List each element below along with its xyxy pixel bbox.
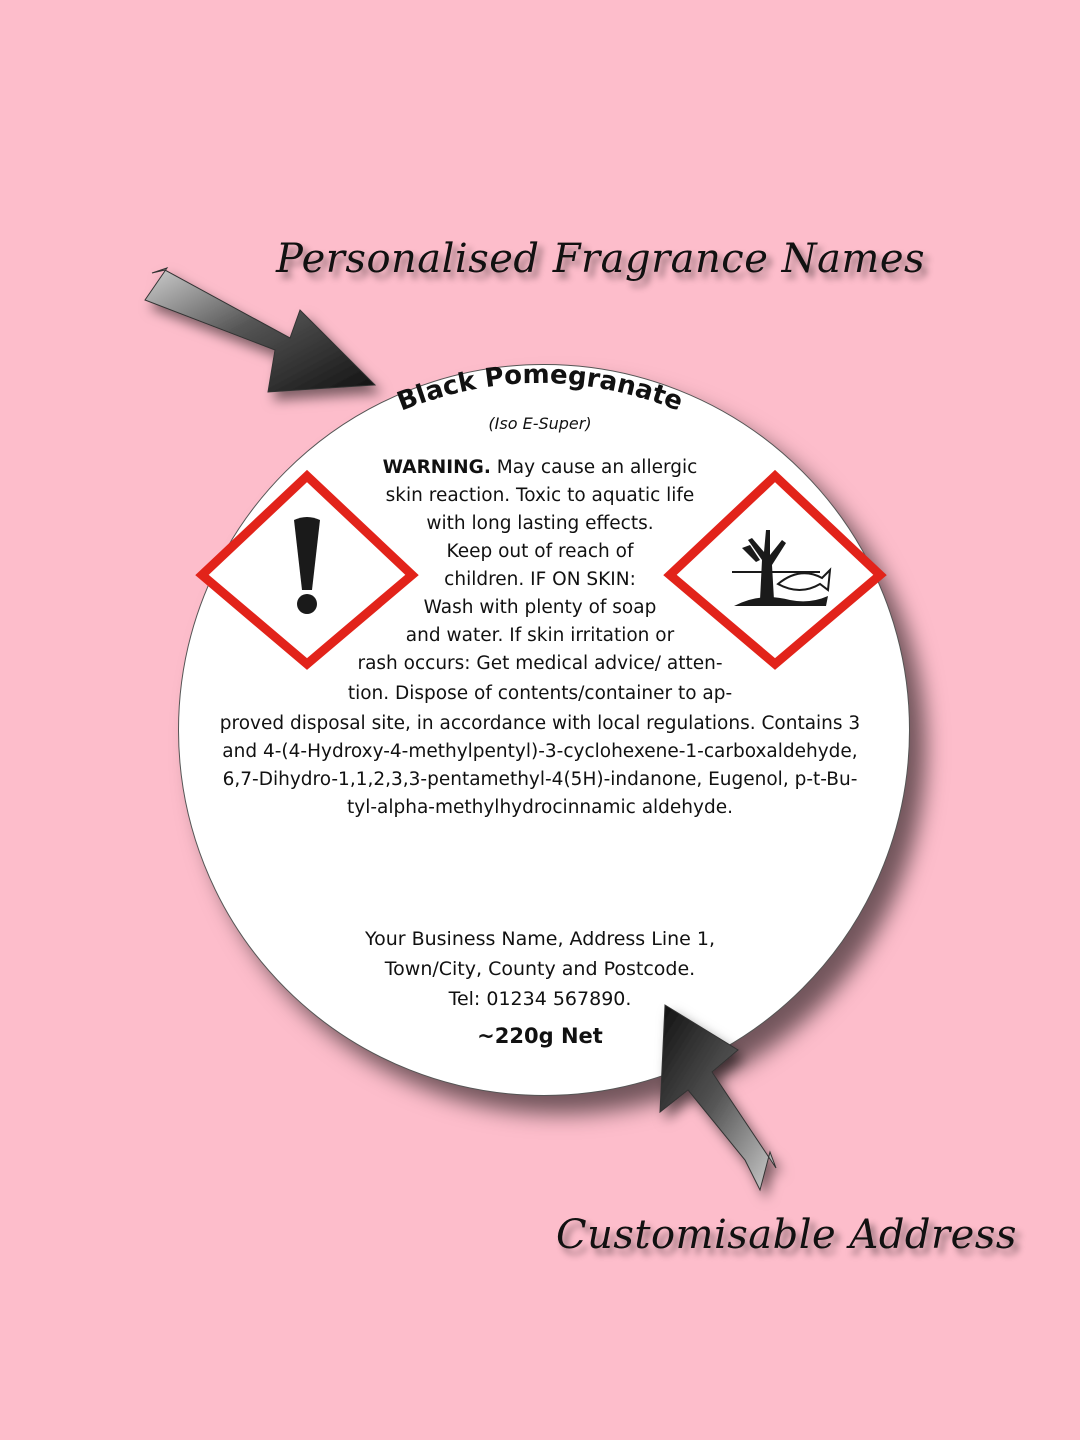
address-line: Your Business Name, Address Line 1, — [364, 928, 716, 950]
callout-fragrance-names: Personalised Fragrance Names — [276, 236, 926, 282]
warning-line: rash occurs: Get medical advice/ atten- — [357, 653, 723, 674]
subtitle: (Iso E-Super) — [488, 414, 592, 433]
warning-line: with long lasting effects. — [426, 513, 654, 534]
warning-heading: WARNING. — [382, 457, 491, 478]
warning-text: May cause an allergic — [496, 457, 698, 478]
net-weight: ~220g Net — [477, 1024, 603, 1048]
warning-line: 6,7-Dihydro-1,1,2,3,3-pentamethyl-4(5H)-indanone, Eugenol, p-t-Bu- — [222, 769, 858, 790]
address-line: Tel: 01234 567890. — [448, 988, 632, 1010]
product-name: Black Pomegranate — [393, 359, 687, 418]
warning-line: and 4-(4-Hydroxy-4-methylpentyl)-3-cyclohexene-1-carboxaldehyde, — [222, 741, 858, 762]
warning-line: children. IF ON SKIN: — [444, 569, 636, 590]
warning-line: Wash with plenty of soap — [423, 597, 657, 618]
warning-line: and water. If skin irritation or — [405, 625, 675, 646]
warning-line: proved disposal site, in accordance with local regulations. Contains 3 — [219, 713, 861, 734]
address-line: Town/City, County and Postcode. — [384, 958, 696, 980]
warning-line: tyl-alpha-methylhydrocinnamic aldehyde. — [347, 797, 733, 818]
callout-address: Customisable Address — [556, 1212, 1017, 1258]
warning-line: Keep out of reach of — [446, 541, 634, 562]
warning-line: tion. Dispose of contents/container to ap- — [347, 683, 733, 704]
warning-line: skin reaction. Toxic to aquatic life — [385, 485, 695, 506]
